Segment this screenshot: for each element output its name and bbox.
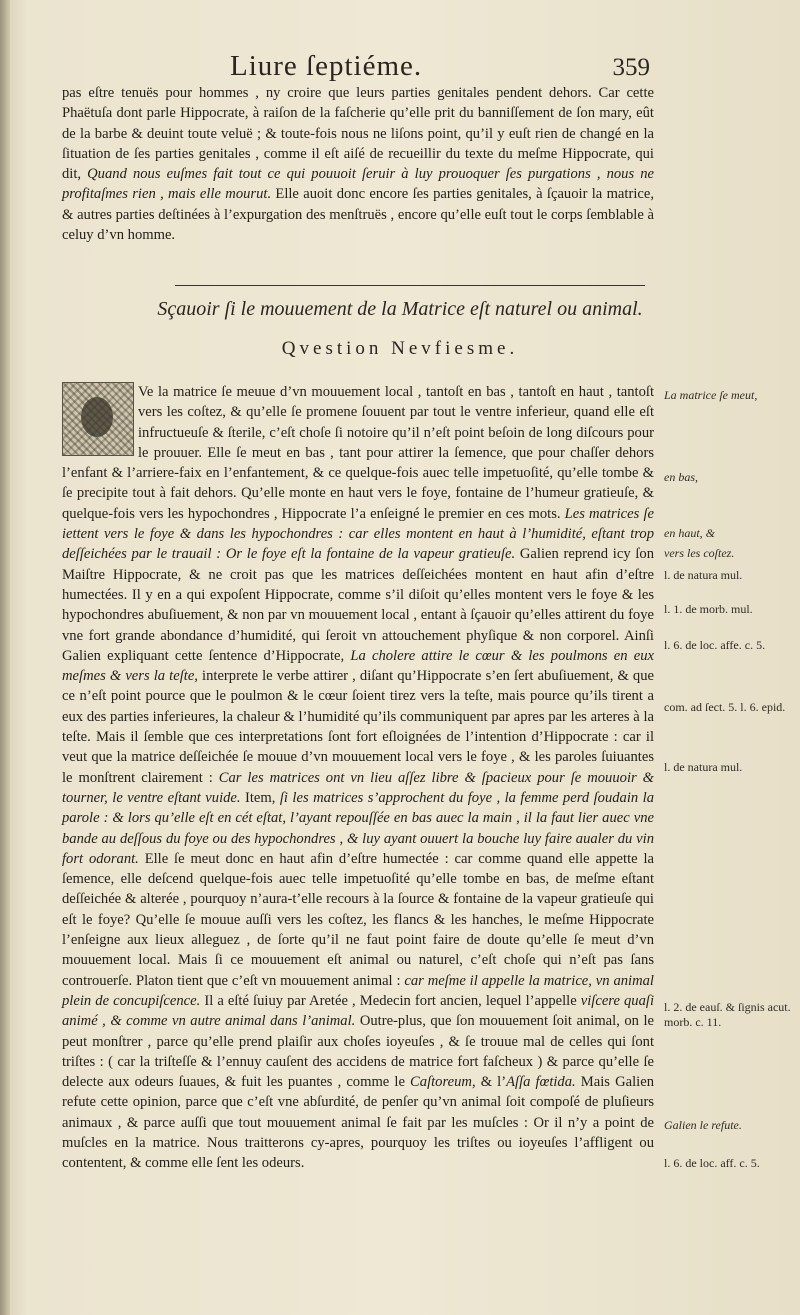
question-text-1: Ve la matrice ſe meuue d’vn mouuement local , tantoſt en bas , tantoſt en haut , tantoſt vers les coſtez, & qu’elle ſe promene ſouuent par tout le ventre inferieur, quand elle eſt infructueuſe & ſterile, c’eſt choſe ſi notoire qu’il n’eſt point beſoin de long diſcours pour le prouuer. Elle ſe meut en bas , tant pour attirer la ſemence, que pour chaſſer dehors l’enfant & l’arriere-faix en l’enfantement, & ce quelque-fois auec telle impetuoſité, qu’elle tombe & ſe precipite tout à fait dehors. Qu’elle monte en haut vers le foye, fontaine de l’humeur gratieuſe, & quelque-fois vers les hypochondres , Hippocrate l’a enſeigné le premier en ces mots. bbox=[62, 384, 654, 522]
running-title: Liure ſeptiéme. bbox=[230, 50, 423, 82]
margin-note: com. ad ſect. 5. l. 6. epid. bbox=[664, 700, 786, 714]
question-quote-7: Caſtoreum bbox=[410, 1074, 472, 1091]
margin-note: l. de natura mul. bbox=[664, 568, 743, 582]
question-text-3: interprete le verbe attirer , diſant qu’Hippocrate s’en ſert abuſiuement, & que ce n’eſt point pource que le poulmon & le cœur ſoient tirez vers la teſte, mais pource qu’ils tirent a eux des parties inferieures, la chaleur & l’humidité qu’ils communiquent par apres par les arteres à la teſte. Mais il ſemble que ces interpretations ſont fort eſloignées de l’intention d’Hippocrate : car il veut que la matrice deſſeichée ſe mouue d’vn mouuement local vers le foye , & les paroles ſuiuantes le monſtrent clairement : bbox=[62, 668, 654, 786]
question-quote-5: car meſme il appelle la matrice, vn animal plein de concupiſcence. bbox=[62, 972, 654, 1009]
question-text-4: Item, bbox=[240, 789, 280, 806]
margin-note: l. de natura mul. bbox=[664, 760, 743, 774]
section-title: Sçauoir ſi le mouuement de la Matrice eſt naturel ou animal. bbox=[157, 298, 643, 320]
question-quote-2: La cholere attire le cœur & les poulmons en eux meſmes & vers la teſte, bbox=[62, 647, 654, 685]
question-text-6: Il a eſté ſuiuy par Aretée , Medecin fort ancien, lequel l’appelle bbox=[200, 992, 581, 1009]
question-text-2: Galien reprend icy ſon Maiſtre Hippocrate, & ne croit pas que les matrices deſſeichées montent en haut afin d’eſtre humectées. Il y en a qui expoſent Hippocrate, comme s’il diſoit qu’elles montent vers le foye & les hypochondres abuſiuement, & non par vn mouuement local , entant à ſçauoir qu’elles attirent du foye vne fort grande abondance d’humidité, qui ſeroit vn attouchement phyſique & non corporel. Ainſi Galien expliquant cette ſentence d’Hippocrate, bbox=[62, 546, 654, 664]
question-quote-3: Car les matrices ont vn lieu aſſez libre & ſpacieux pour ſe mouuoir & tourner, le ventre eſtant vuide. bbox=[62, 769, 654, 806]
question-text-9: Mais Galien refute cette opinion, parce que c’eſt vne abſurdité, de penſer qu’vn animal ſoit compoſé de pluſieurs animaux , & parce auſſi que tout mouuement animal ſe fait par les muſcles : Or il n’y a point de muſcles en la matrice. Nous traitterons cy-apres, pourquoy les triſtes ou ioyeuſes l’affligent ou contentent, & comme elle ſent les odeurs. bbox=[62, 1074, 654, 1172]
intro-quote: Quand nous euſmes fait tout ce qui pouuoit ſeruir à luy prouoquer ſes purgations , nous ne profitaſmes rien , mais elle mourut. bbox=[62, 166, 654, 203]
margin-note: l. 6. de loc. affe. c. 5. bbox=[664, 638, 766, 652]
margin-note: l. 6. de loc. aff. c. 5. bbox=[664, 1156, 760, 1170]
question-heading: Qvestion Nevfiesme. bbox=[281, 338, 519, 359]
question-quote-4: ſi les matrices s’approchent du foye , la femme perd ſoudain la parole : & lors qu’elle eſt en cét eſtat, l’ayant repouſſée en bas auec la main , il la faut lier auec vne bande au deſſous du foye ou des hypochondres , & luy ayant ouuert la bouche luy faire aualer du vin fort odorant. bbox=[62, 789, 654, 867]
margin-note: Galien le refute. bbox=[664, 1118, 742, 1132]
question-quote-1: Les matrices ſe iettent vers le foye & dans les hypochondres : car elles montent en haut à l’humidité, eſtant trop deſſeichées par le trauail : Or le foye eſt la fontaine de la vapeur gratieuſe. bbox=[62, 505, 654, 563]
intro-paragraph bbox=[62, 83, 654, 245]
question-quote-6: viſcere quaſi animé , & comme vn autre animal dans l’animal. bbox=[62, 992, 655, 1030]
margin-note: en bas, bbox=[664, 470, 698, 484]
question-text-5: Elle ſe meut donc en haut afin d’eſtre humectée : car comme quand elle appette la ſemence, elle deſcend quelque-fois auec telle impetuoſité qu’elle tombe en bas, de meſme eſtant deſſeichée & alterée , pourquoy n’aura-t’elle recours à la ſource & fontaine de la vapeur gratieuſe qui eſt le foye? Qu’elle ſe mouue auſſi vers les coſtez, les flancs & les hanches, le meſme Hippocrate l’enſeigne aux lieux alleguez , de ſorte qu’il ne faut point faire de doute qu’elle ſe meut d’vn mouuement local. Mais ſi ce mouuement eſt animal ou naturel, c’eſt choſe qui n’eſt pas ſans controuerſe. Platon tient que c’eſt vn mouuement animal : bbox=[62, 850, 654, 989]
section-divider bbox=[175, 285, 645, 286]
book-spine-shadow bbox=[0, 0, 10, 1315]
intro-text-a: pas eſtre tenuës pour hommes , ny croire que leurs parties genitales pendent dehors. Car cette Phaëtuſa dont parle Hippocrate, à raiſon de la faſcherie qu’elle prit du banniſſement de ſon mary, eût de la barbe & deuint toute veluë ; & toute-fois nous ne liſons point, qu’il y euſt rien de changé en la ſituation de ſes parties genitales , comme il eſt aiſé de recueillir du texte du meſme Hippocrate, qui dit, bbox=[62, 85, 654, 183]
dropcap-space bbox=[62, 382, 138, 460]
page-number: 359 bbox=[612, 54, 650, 81]
intro-text-b: Elle auoit donc encore ſes parties genitales, à ſçauoir la matrice, & autres parties deſtinées à l’expurgation des menſtruës , encore qu’elle euſt tout le corps ſemblable à celuy d’vn homme. bbox=[62, 186, 654, 244]
margin-note: en haut, & bbox=[664, 526, 715, 540]
question-body bbox=[62, 382, 654, 1174]
question-text-7: Outre-plus, que ſon mouuement ſoit animal, on le peut monſtrer , parce qu’elle prend plaiſir aux choſes ioyeuſes , & ſe trouue mal de celles qui ſont triſtes : ( car la triſteſſe & l’ennuy cauſent des accidens de matrice fort faſcheux ) & parce qu’elle ſe delecte aux odeurs ſuaues, & fuit les puantes , comme le bbox=[62, 1013, 654, 1091]
margin-note: La matrice ſe meut, bbox=[664, 388, 758, 402]
question-quote-8: Aſſa fœtida. bbox=[506, 1074, 576, 1091]
margin-note: l. 1. de morb. mul. bbox=[664, 602, 753, 616]
question-text-8: , & l’ bbox=[471, 1074, 507, 1091]
margin-note: l. 2. de eauſ. & ſignis acut. morb. c. 11. bbox=[664, 1000, 791, 1029]
margin-note: vers les coſtez. bbox=[664, 546, 735, 560]
